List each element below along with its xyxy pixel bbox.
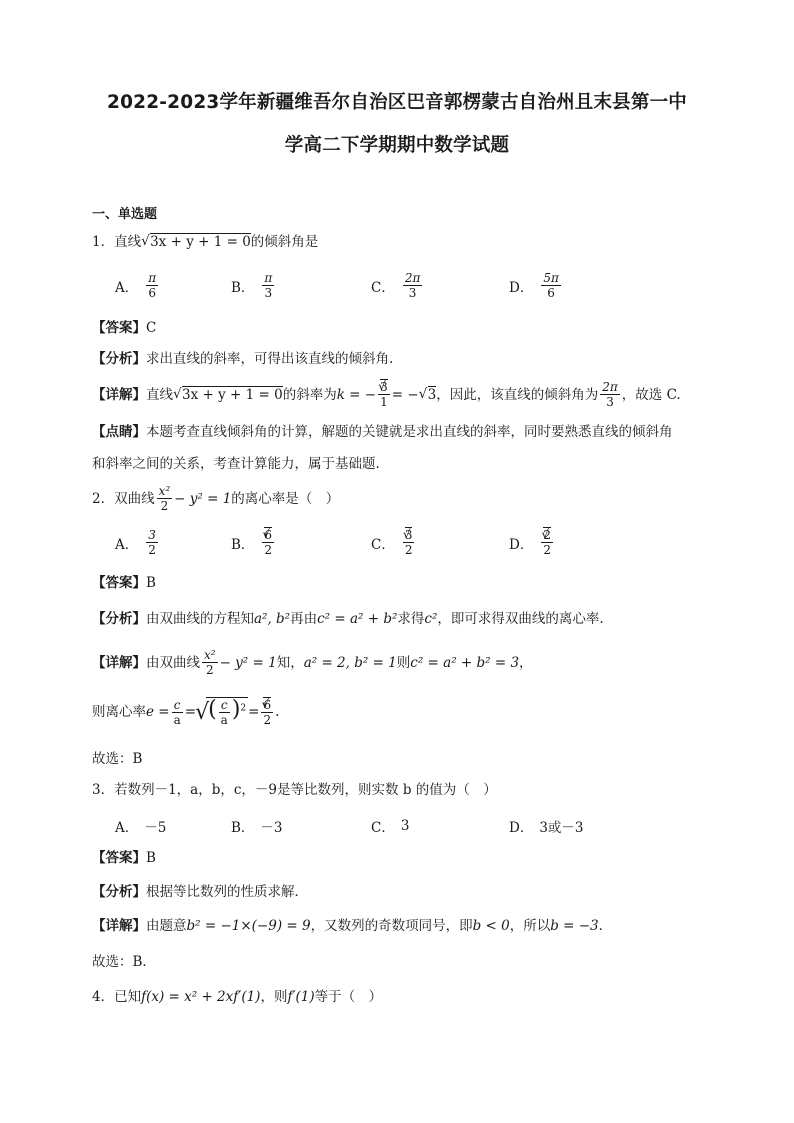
detail-label: 【 详解 】 bbox=[92, 386, 146, 404]
q1-comment-line-1: 【 点睛 】 本题考查直线倾斜角的计算，解题的关键就是求出直线的斜率，同时要熟悉直线的倾斜角 bbox=[92, 423, 673, 441]
q1-detail: 【 详解 】 直线 √ 3x + y + 1 = 0 的斜率为 k = − √ $\frac{3}{1}$ = − √ 3 ，因此，该直线的倾斜角为 $\frac{2\pi}{3}$ ，故选 C. bbox=[92, 380, 681, 409]
q2-analysis: 【 分析 】 由双曲线的方程知a², b²再由c² = a² + b²求得c²，即可求得双曲线的离心率. bbox=[92, 610, 604, 628]
question-number: 1． bbox=[92, 234, 115, 250]
q1-option-b: B． $\frac{\pi}{3}$ bbox=[231, 271, 273, 300]
q2-option-b: B． √ $\frac{6}{2}$ bbox=[231, 528, 276, 557]
document-title-line-2: 学高二下学期期中数学试题 bbox=[284, 135, 510, 156]
analysis-label: 【 分析 】 bbox=[92, 351, 146, 367]
q2-option-d: D． √ $\frac{2}{2}$ bbox=[509, 528, 555, 557]
q2-option-a: A． $\frac{3}{2}$ bbox=[115, 528, 156, 557]
q1-suffix: 的倾斜角是 bbox=[250, 234, 319, 250]
q3-conclusion: 故选：B． bbox=[92, 954, 156, 970]
q1-option-a: A． $\frac{\pi}{6}$ bbox=[115, 271, 157, 300]
q1-comment-line-2: 和斜率之间的关系，考查计算能力，属于基础题. bbox=[92, 456, 380, 472]
q1-equation: √ 3x + y + 1 = 0 bbox=[141, 233, 251, 251]
q1-option-d: D． $\frac{5\pi}{6}$ bbox=[509, 271, 559, 300]
answer-label: 【 答案 】 bbox=[92, 320, 146, 336]
q3-detail: 【 详解 】 由题意b² = −1×(−9) = 9，又数列的奇数项同号，即b < 0，所以b = −3． bbox=[92, 917, 612, 935]
question-3-stem: 3．若数列－1，a，b，c，－9是等比数列，则实数 b 的值为（ ） bbox=[92, 782, 497, 798]
question-1-stem bbox=[92, 233, 318, 251]
q3-option-a: A． －5 bbox=[115, 820, 167, 836]
q2-conclusion: 故选：B bbox=[92, 751, 143, 767]
q2-detail: 【 详解 】 由双曲线 $\frac{\text{x²}}{2}$ − y² = 1 知， a² = 2, b² = 1 则 c² = a² + b² = 3 ， bbox=[92, 648, 533, 677]
q3-option-c: C． 3 bbox=[371, 818, 410, 836]
q1-answer: 【 答案 】 C bbox=[92, 319, 156, 337]
question-4-stem: 4．已知f(x) = x² + 2xf′(1)，则f′(1)等于（ ） bbox=[92, 989, 383, 1005]
document-title-line-1: 2022-2023学年新疆维吾尔自治区巴音郭楞蒙古自治州且末县第一中 bbox=[107, 92, 687, 113]
q3-analysis: 【 分析 】 根据等比数列的性质求解． bbox=[92, 883, 308, 901]
q2-eccentricity: 则离心率 e = $\frac{c}{a}$ = √ ( $\frac{c}{a}$ )$^2$ = √ $\frac{6}{2}$ . bbox=[92, 697, 279, 727]
q3-option-b: B． －3 bbox=[231, 820, 283, 836]
q2-option-c: C． √ $\frac{3}{2}$ bbox=[371, 528, 416, 557]
question-2-stem: 2． 双曲线 $\frac{\text{x²}}{2}$ − y² = 1 的离心率是（ ） bbox=[92, 484, 340, 513]
q1-prefix: 直线 bbox=[114, 234, 142, 250]
comment-label: 【 点睛 】 bbox=[92, 424, 146, 440]
q1-option-c: C． $\frac{2\pi}{3}$ bbox=[371, 271, 421, 300]
q3-answer: 【 答案 】 B bbox=[92, 849, 156, 867]
section-heading: 一、单选题 bbox=[92, 207, 158, 222]
q2-answer: 【 答案 】 B bbox=[92, 574, 156, 592]
q3-option-d: D． 3或－3 bbox=[509, 820, 584, 836]
q1-analysis: 【 分析 】 求出直线的斜率，可得出该直线的倾斜角. bbox=[92, 350, 393, 368]
